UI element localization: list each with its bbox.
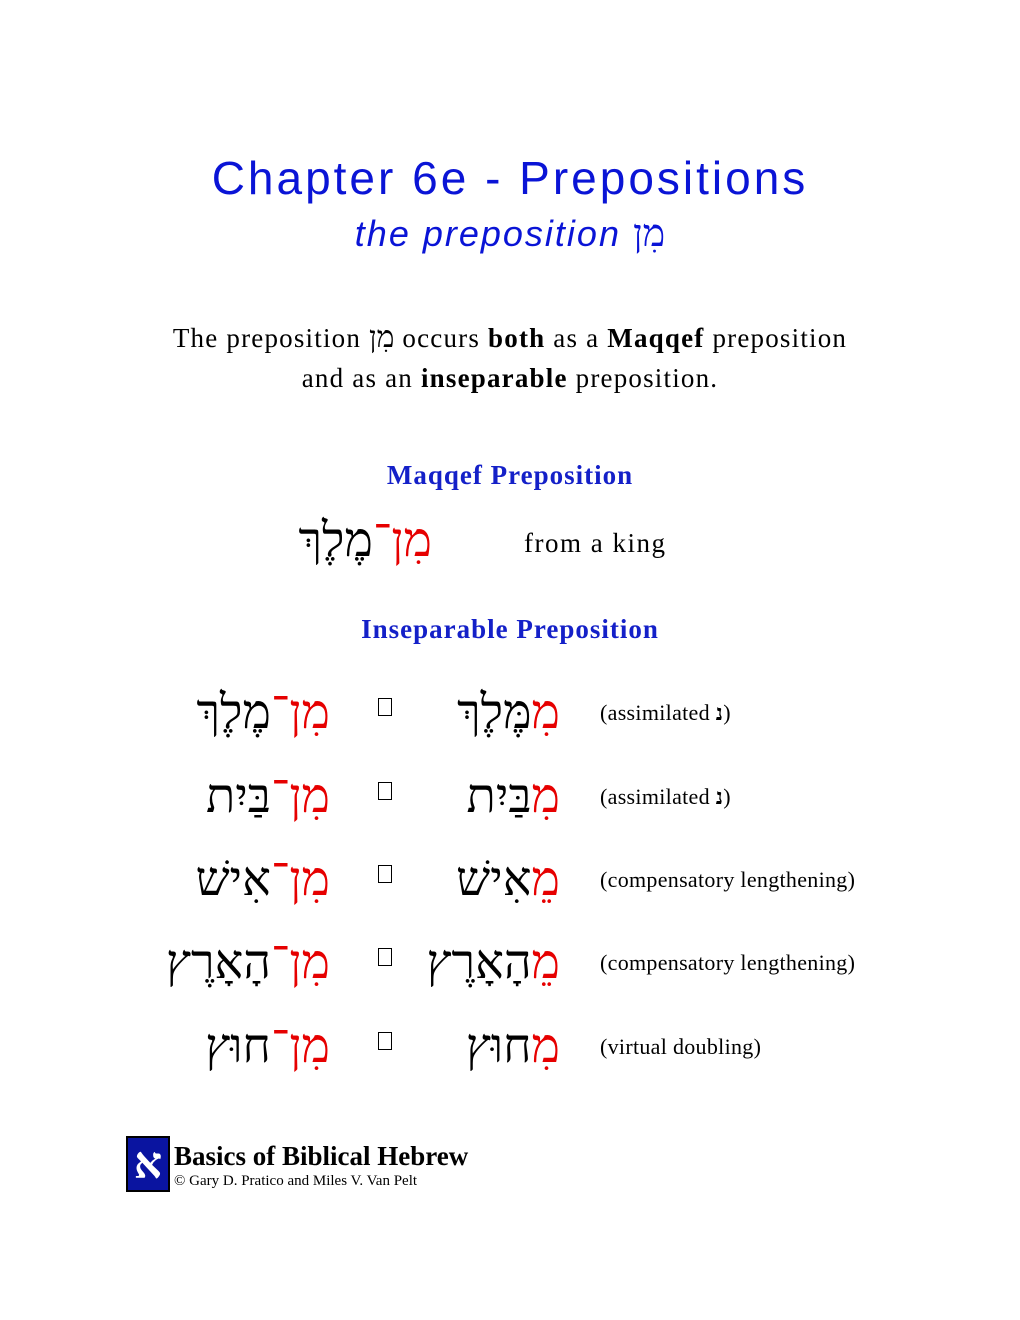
aleph-logo-icon: א <box>126 1136 170 1192</box>
intro-bold-maqqef: Maqqef <box>607 323 705 353</box>
hebrew-word: בַּיִת <box>205 768 271 824</box>
intro-bold-both: both <box>488 323 546 353</box>
explanation-note <box>600 698 731 728</box>
maqqef-example <box>298 510 432 570</box>
arrow-box-icon <box>378 782 392 800</box>
inseparable-prefix: מִ <box>531 684 560 740</box>
page-title: Chapter 6e - Prepositions <box>211 152 809 204</box>
table-row <box>0 1016 1020 1086</box>
intro-text: occurs <box>394 323 489 353</box>
inseparable-prefix: מֵ <box>531 934 560 990</box>
inseparable-form <box>457 682 560 742</box>
maqqef-prefix: מִן־ <box>372 512 432 568</box>
table-row <box>0 682 1020 752</box>
intro-paragraph <box>0 318 1020 398</box>
note-text: ) <box>723 700 731 725</box>
maqqef-prefix: מִן־ <box>270 768 330 824</box>
note-text: ) <box>723 784 731 809</box>
table-row <box>0 932 1020 1002</box>
note-text: (compensatory lengthening) <box>600 950 856 975</box>
table-row <box>0 766 1020 836</box>
arrow-box-icon <box>378 865 392 883</box>
intro-text: as a <box>545 323 608 353</box>
hebrew-word: אִישׁ <box>456 851 532 907</box>
hebrew-word: הָאָרֶץ <box>165 934 271 990</box>
note-text: (compensatory lengthening) <box>600 867 856 892</box>
hebrew-word: בַּיִת <box>466 768 532 824</box>
subtitle-hebrew: מִן <box>632 211 666 255</box>
maqqef-form <box>196 682 330 742</box>
explanation-note <box>600 1032 761 1062</box>
hebrew-word: מֶלֶךְ <box>196 684 271 740</box>
intro-text: preposition. <box>567 363 719 393</box>
maqqef-prefix: מִן־ <box>270 934 330 990</box>
maqqef-form <box>196 849 330 909</box>
note-hebrew: נ <box>715 700 724 726</box>
maqqef-form <box>205 1016 330 1076</box>
maqqef-prefix: מִן־ <box>270 684 330 740</box>
subtitle-text: the preposition <box>354 213 633 254</box>
footer-title: Basics of Biblical Hebrew <box>174 1141 469 1171</box>
note-text: (assimilated <box>600 784 716 809</box>
inseparable-prefix: מִ <box>531 768 560 824</box>
footer-copyright: © Gary D. Pratico and Miles V. Van Pelt <box>174 1173 418 1189</box>
inseparable-form <box>456 849 560 909</box>
intro-text: and as an <box>301 363 421 393</box>
hebrew-word: מֶּלֶךְ <box>457 684 532 740</box>
maqqef-heading: Maqqef Preposition <box>386 460 634 490</box>
inseparable-prefix: מִ <box>531 1018 560 1074</box>
maqqef-form <box>166 932 330 992</box>
hebrew-word: חוּץ <box>205 1018 271 1074</box>
note-text: (virtual doubling) <box>600 1034 762 1059</box>
maqqef-form <box>206 766 330 826</box>
hebrew-word: אִישׁ <box>195 851 271 907</box>
intro-text: The preposition <box>172 323 370 353</box>
explanation-note <box>600 865 855 895</box>
arrow-box-icon <box>378 948 392 966</box>
maqqef-prefix: מִן־ <box>270 1018 330 1074</box>
maqqef-gloss: from a king <box>524 528 667 558</box>
note-text: (assimilated <box>600 700 716 725</box>
maqqef-prefix: מִן־ <box>270 851 330 907</box>
intro-bold-inseparable: inseparable <box>420 363 568 393</box>
intro-line-2 <box>0 358 1020 398</box>
note-hebrew: נ <box>715 784 724 810</box>
inseparable-prefix: מֵ <box>531 851 560 907</box>
hebrew-word: חוּץ <box>465 1018 532 1074</box>
inseparable-form <box>427 932 560 992</box>
arrow-box-icon <box>378 1032 392 1050</box>
explanation-note <box>600 782 731 812</box>
maqqef-word: מֶלֶךְ <box>298 512 373 568</box>
arrow-box-icon <box>378 698 392 716</box>
hebrew-word: הָאָרֶץ <box>426 934 532 990</box>
inseparable-form <box>466 1016 560 1076</box>
page-subtitle <box>0 208 1020 259</box>
explanation-note <box>600 948 855 978</box>
inseparable-form <box>467 766 560 826</box>
table-row <box>0 849 1020 919</box>
intro-text: preposition <box>704 323 848 353</box>
intro-hebrew: מִן <box>369 320 395 355</box>
inseparable-heading: Inseparable Preposition <box>361 614 659 644</box>
intro-line-1 <box>0 318 1020 358</box>
